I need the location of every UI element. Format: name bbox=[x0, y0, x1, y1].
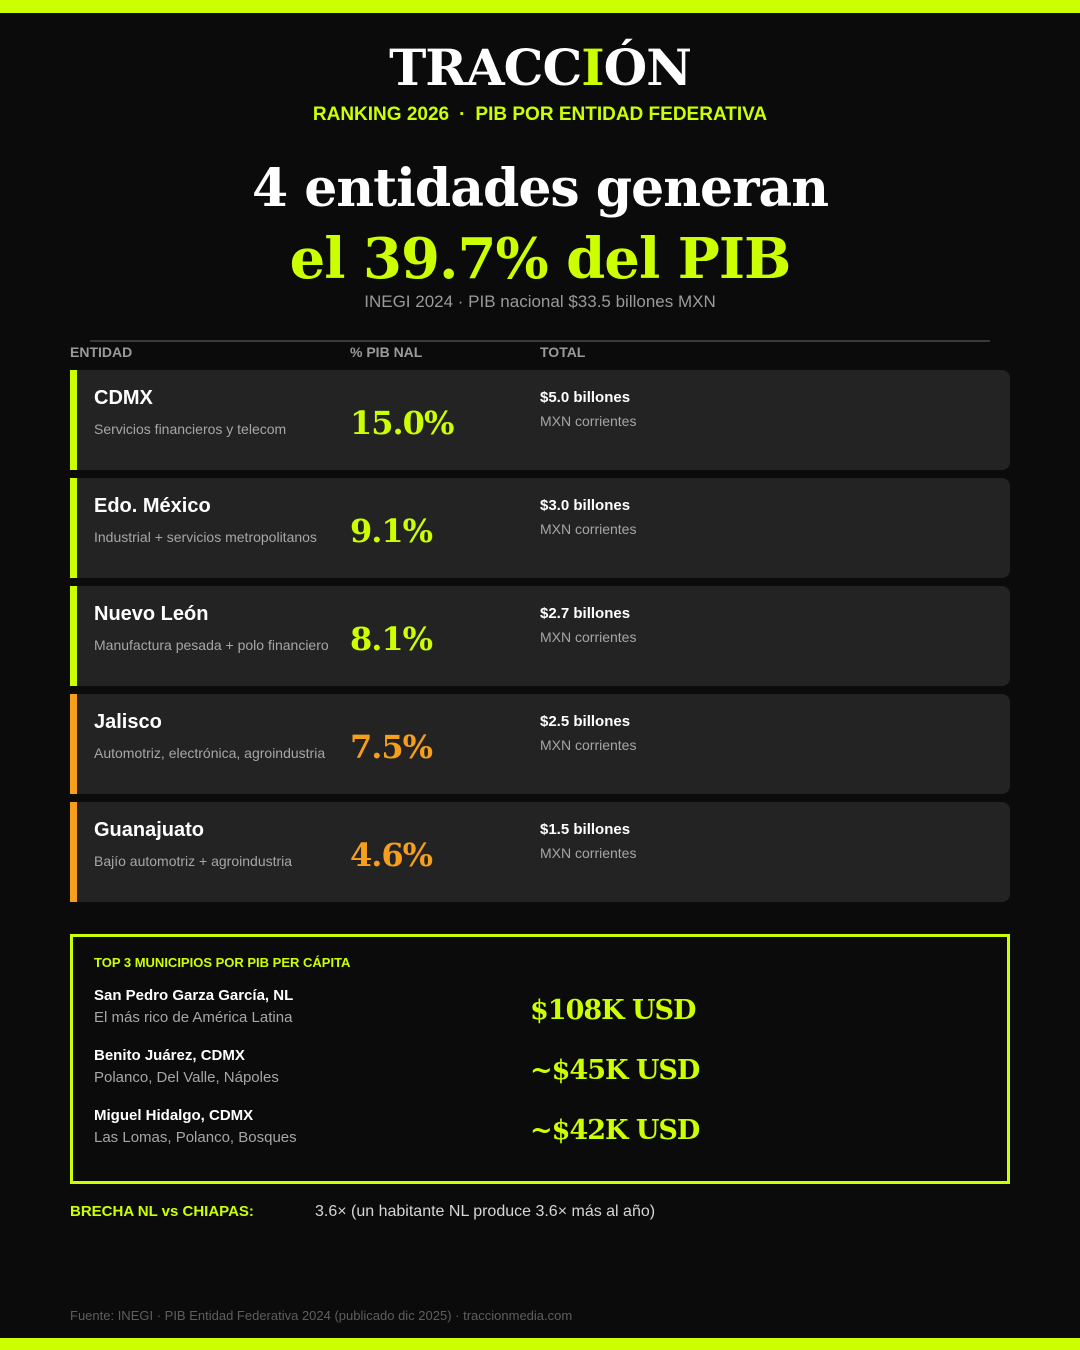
row-desc: Manufactura pesada + polo financiero bbox=[94, 637, 329, 653]
row-accent-bar bbox=[70, 802, 77, 902]
row-total: $2.7 billones bbox=[540, 605, 631, 622]
kicker-right: PIB POR ENTIDAD FEDERATIVA bbox=[475, 104, 768, 125]
row-total: $2.5 billones bbox=[540, 713, 631, 730]
row-total: $5.0 billones bbox=[540, 389, 631, 406]
row-name: Guanajuato bbox=[94, 819, 205, 841]
headline-line1: 4 entidades generan bbox=[251, 158, 829, 219]
municipio-area: El más rico de América Latina bbox=[94, 1009, 293, 1026]
row-total: $1.5 billones bbox=[540, 821, 631, 838]
municipio-name: Miguel Hidalgo, CDMX bbox=[94, 1107, 254, 1124]
row-pct: 8.1% bbox=[350, 620, 433, 658]
municipio-area: Las Lomas, Polanco, Bosques bbox=[94, 1129, 297, 1146]
top-accent-bar bbox=[0, 0, 1080, 13]
row-accent-bar bbox=[70, 586, 77, 686]
column-header-total: TOTAL bbox=[540, 344, 586, 360]
row-accent-bar bbox=[70, 478, 77, 578]
row-accent-bar bbox=[70, 370, 77, 470]
row-unit: MXN corrientes bbox=[540, 737, 637, 753]
gap-text: 3.6× (un habitante NL produce 3.6× más al año) bbox=[315, 1203, 656, 1220]
row-name: Nuevo León bbox=[94, 603, 209, 625]
list-item bbox=[94, 1107, 994, 1157]
row-name: Jalisco bbox=[94, 711, 162, 733]
row-unit: MXN corrientes bbox=[540, 521, 637, 537]
column-header-entity: ENTIDAD bbox=[70, 344, 133, 360]
table-row bbox=[70, 802, 1010, 902]
subhead: INEGI 2024 · PIB nacional $33.5 billones MXN bbox=[364, 292, 716, 311]
row-name: CDMX bbox=[94, 387, 153, 409]
kicker-left: RANKING 2026 bbox=[312, 104, 450, 125]
municipio-value: ~$42K USD bbox=[530, 1115, 700, 1146]
row-total: $3.0 billones bbox=[540, 497, 631, 514]
row-pct: 9.1% bbox=[350, 512, 433, 550]
municipios-box bbox=[70, 934, 1010, 1184]
brand-prefix: TRACC bbox=[389, 38, 582, 97]
table-row bbox=[70, 694, 1010, 794]
brand-suffix: ÓN bbox=[603, 38, 691, 97]
row-desc: Servicios financieros y telecom bbox=[94, 421, 287, 437]
municipios-title: TOP 3 MUNICIPIOS POR PIB PER CÁPITA bbox=[94, 955, 351, 970]
row-accent-bar bbox=[70, 694, 77, 794]
list-item bbox=[94, 987, 994, 1037]
list-item bbox=[94, 1047, 994, 1097]
brand-highlight: I bbox=[581, 38, 604, 97]
municipio-name: Benito Juárez, CDMX bbox=[94, 1047, 245, 1064]
row-unit: MXN corrientes bbox=[540, 413, 637, 429]
divider bbox=[90, 340, 990, 342]
gap-label: BRECHA NL vs CHIAPAS: bbox=[70, 1203, 254, 1220]
table-row bbox=[70, 370, 1010, 470]
municipio-value: $108K USD bbox=[530, 995, 696, 1026]
bottom-accent-bar bbox=[0, 1338, 1080, 1350]
municipio-name: San Pedro Garza García, NL bbox=[94, 987, 294, 1004]
row-desc: Automotriz, electrónica, agroindustria bbox=[94, 745, 326, 761]
row-desc: Industrial + servicios metropolitanos bbox=[94, 529, 317, 545]
row-pct: 4.6% bbox=[350, 836, 433, 874]
kicker-separator: · bbox=[459, 104, 466, 125]
table-row bbox=[70, 586, 1010, 686]
kicker bbox=[0, 104, 1080, 126]
table-row bbox=[70, 478, 1010, 578]
column-header-pct: % PIB NAL bbox=[350, 344, 423, 360]
brand-logo bbox=[0, 38, 1080, 97]
row-unit: MXN corrientes bbox=[540, 845, 637, 861]
row-desc: Bajío automotriz + agroindustria bbox=[94, 853, 293, 869]
headline-line2: el 39.7% del PIB bbox=[289, 226, 791, 292]
row-name: Edo. México bbox=[94, 495, 211, 517]
row-pct: 7.5% bbox=[350, 728, 433, 766]
footer-source: Fuente: INEGI · PIB Entidad Federativa 2024 (publicado dic 2025) · traccionmedia.com bbox=[70, 1308, 573, 1323]
row-unit: MXN corrientes bbox=[540, 629, 637, 645]
row-pct: 15.0% bbox=[350, 404, 454, 442]
municipio-value: ~$45K USD bbox=[530, 1055, 700, 1086]
municipio-area: Polanco, Del Valle, Nápoles bbox=[94, 1069, 279, 1086]
